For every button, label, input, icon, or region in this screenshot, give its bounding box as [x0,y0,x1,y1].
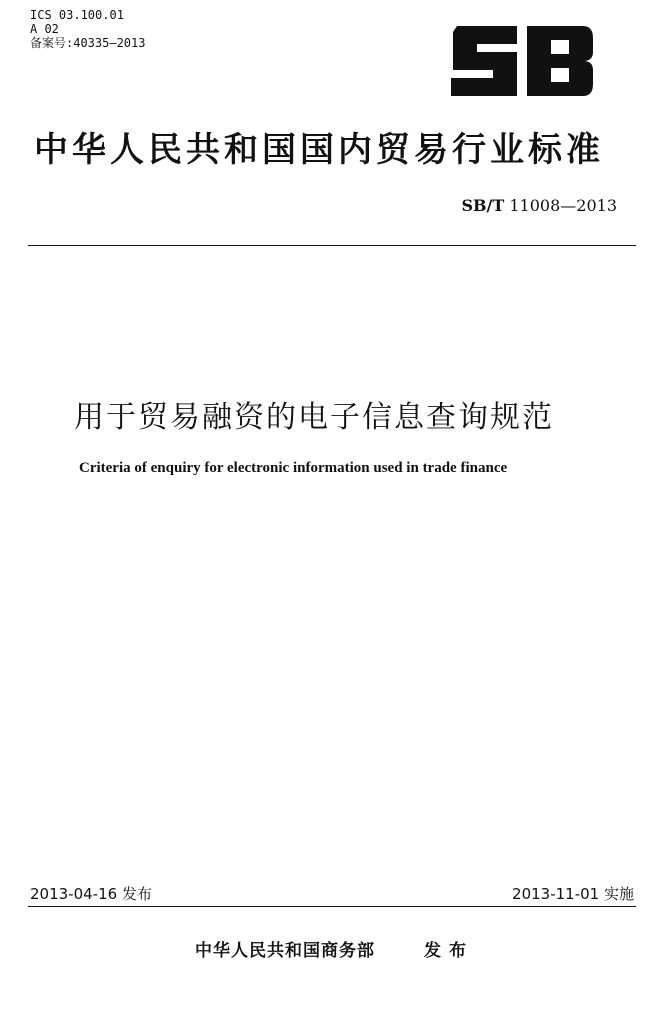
header-divider [28,245,636,246]
document-title-cn: 用于贸易融资的电子信息查询规范 [74,400,554,435]
issue-date: 2013-04-16 发布 [30,885,152,903]
document-title-en: Criteria of enquiry for electronic information used in trade finance [79,460,508,476]
ics-code: ICS 03.100.01 [30,8,124,22]
classification-block [30,8,145,50]
standard-number [461,196,617,215]
implementation-date: 2013-11-01 实施 [512,885,634,903]
ccs-code: A 02 [30,22,59,36]
issuing-authority: 中华人民共和国商务部 [195,941,375,961]
standard-prefix: SB/T [461,196,505,215]
standard-code: 11008—2013 [509,196,617,215]
sb-logo [447,22,597,100]
issuing-action: 发布 [424,941,474,961]
filing-number: 备案号:40335—2013 [30,36,146,50]
organization-title: 中华人民共和国国内贸易行业标准 [34,130,604,170]
footer-divider [28,906,636,907]
